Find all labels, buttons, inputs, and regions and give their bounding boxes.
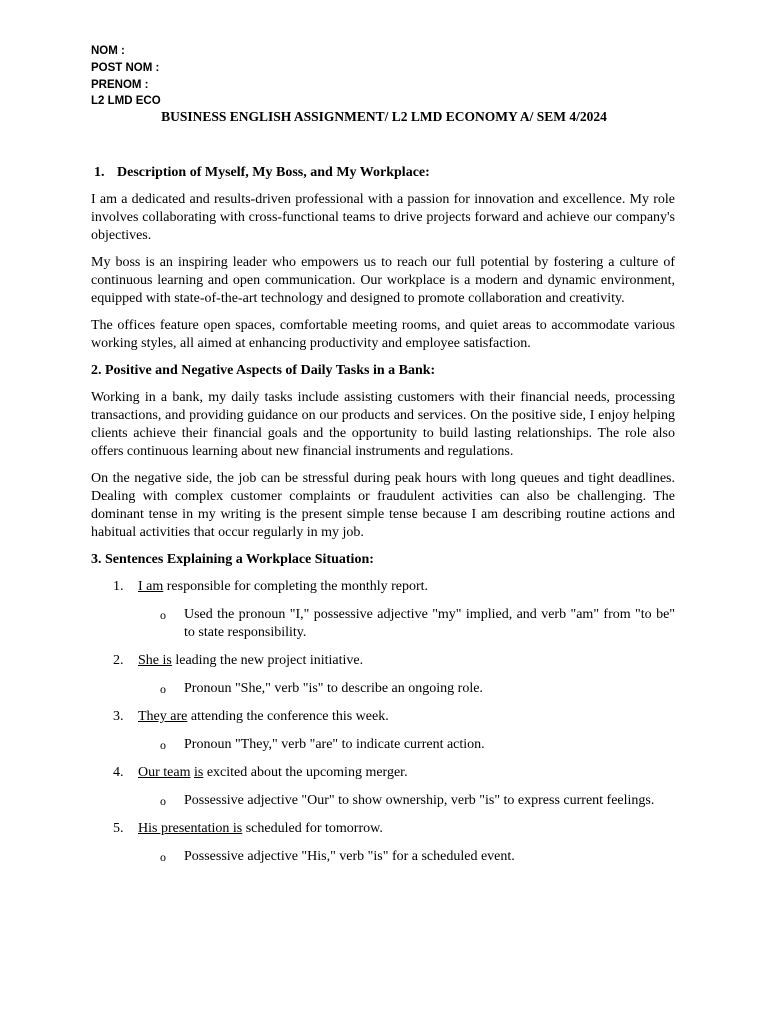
section-1-heading-text: Description of Myself, My Boss, and My Workplace: [117,165,430,180]
section-1-paragraph-2: My boss is an inspiring leader who empowers us to reach our full potential by fostering a culture of continuous learning and open communication. Our workplace is a modern and dynamic environment, equipped with state-of-the-art technology and designed to promote collaboration and creativity. [91,255,675,306]
list-item [91,652,675,670]
section-2-paragraph-2: On the negative side, the job can be stressful during peak hours with long queues and tight deadlines. Dealing with complex customer complaints or fraudulent activities can also be challenging. The dominant tense in my writing is the present simple tense because I am describing routine actions and habitual activities that occur regularly in my job. [91,471,675,540]
list-item [91,764,675,782]
bullet-icon: o [160,738,166,752]
section-1-heading [91,164,675,182]
list-item-number: 3. [113,709,124,724]
section-2-paragraph-1: Working in a bank, my daily tasks include assisting customers with their financial needs, processing transactions, and providing guidance on our products and services. On the positive side, I enjoy helping clients achieve their financial goals and the opportunity to build lasting relationships. The role also offers continuous learning about new financial instruments and regulations. [91,390,675,459]
list-item [91,820,675,838]
list-sub-item [91,736,675,754]
list-sub-item [91,792,675,810]
section-1-paragraph-1: I am a dedicated and results-driven professional with a passion for innovation and excellence. My role involves collaborating with cross-functional teams to drive projects forward and achieve our company's objectives. [91,192,675,243]
header-prenom: PRENOM : [91,79,149,91]
list-item-number: 1. [113,579,124,594]
list-sub-item-text: Used the pronoun "I," possessive adjective "my" implied, and verb "am" from "to be" to state responsibility. [184,607,675,640]
bullet-icon: o [160,850,166,864]
list-sub-item [91,848,675,866]
list-item-text: responsible for completing the monthly report. [163,579,429,594]
document-title: BUSINESS ENGLISH ASSIGNMENT/ L2 LMD ECONOMY A/ SEM 4/2024 [161,109,607,124]
list-sub-item-text: Pronoun "She," verb "is" to describe an ongoing role. [184,681,483,696]
underlined-phrase: His presentation is [138,821,243,836]
list-item-number: 4. [113,765,124,780]
underlined-phrase: They are [138,709,188,724]
list-sub-item [91,680,675,698]
list-item-text: attending the conference this week. [187,709,389,724]
header-post-nom: POST NOM : [91,62,160,74]
list-sub-item [91,606,675,642]
list-sub-item-text: Possessive adjective "His," verb "is" for a scheduled event. [184,849,515,864]
header-nom: NOM : [91,45,125,57]
list-item-text: leading the new project initiative. [171,653,364,668]
underlined-phrase: Our team [138,765,191,780]
section-3-heading: 3. Sentences Explaining a Workplace Situation: [91,552,374,567]
underlined-phrase: She is [138,653,172,668]
section-1-paragraph-3: The offices feature open spaces, comfortable meeting rooms, and quiet areas to accommodate various working styles, all aimed at enhancing productivity and employee satisfaction. [91,318,675,351]
document-body [91,164,675,876]
list-item-number: 5. [113,821,124,836]
bullet-icon: o [160,608,166,622]
header-class: L2 LMD ECO [91,95,161,107]
section-1-number: 1. [94,165,105,180]
list-item-number: 2. [113,653,124,668]
list-sub-item-text: Possessive adjective "Our" to show ownership, verb "is" to express current feelings. [184,793,655,808]
list-item-text: excited about the upcoming merger. [203,765,408,780]
section-2-heading: 2. Positive and Negative Aspects of Daily Tasks in a Bank: [91,363,436,378]
list-item [91,708,675,726]
underlined-phrase: I am [138,579,164,594]
list-item [91,578,675,596]
bullet-icon: o [160,682,166,696]
list-sub-item-text: Pronoun "They," verb "are" to indicate current action. [184,737,485,752]
underlined-verb: is [193,765,204,780]
list-item-text: scheduled for tomorrow. [242,821,383,836]
bullet-icon: o [160,794,166,808]
